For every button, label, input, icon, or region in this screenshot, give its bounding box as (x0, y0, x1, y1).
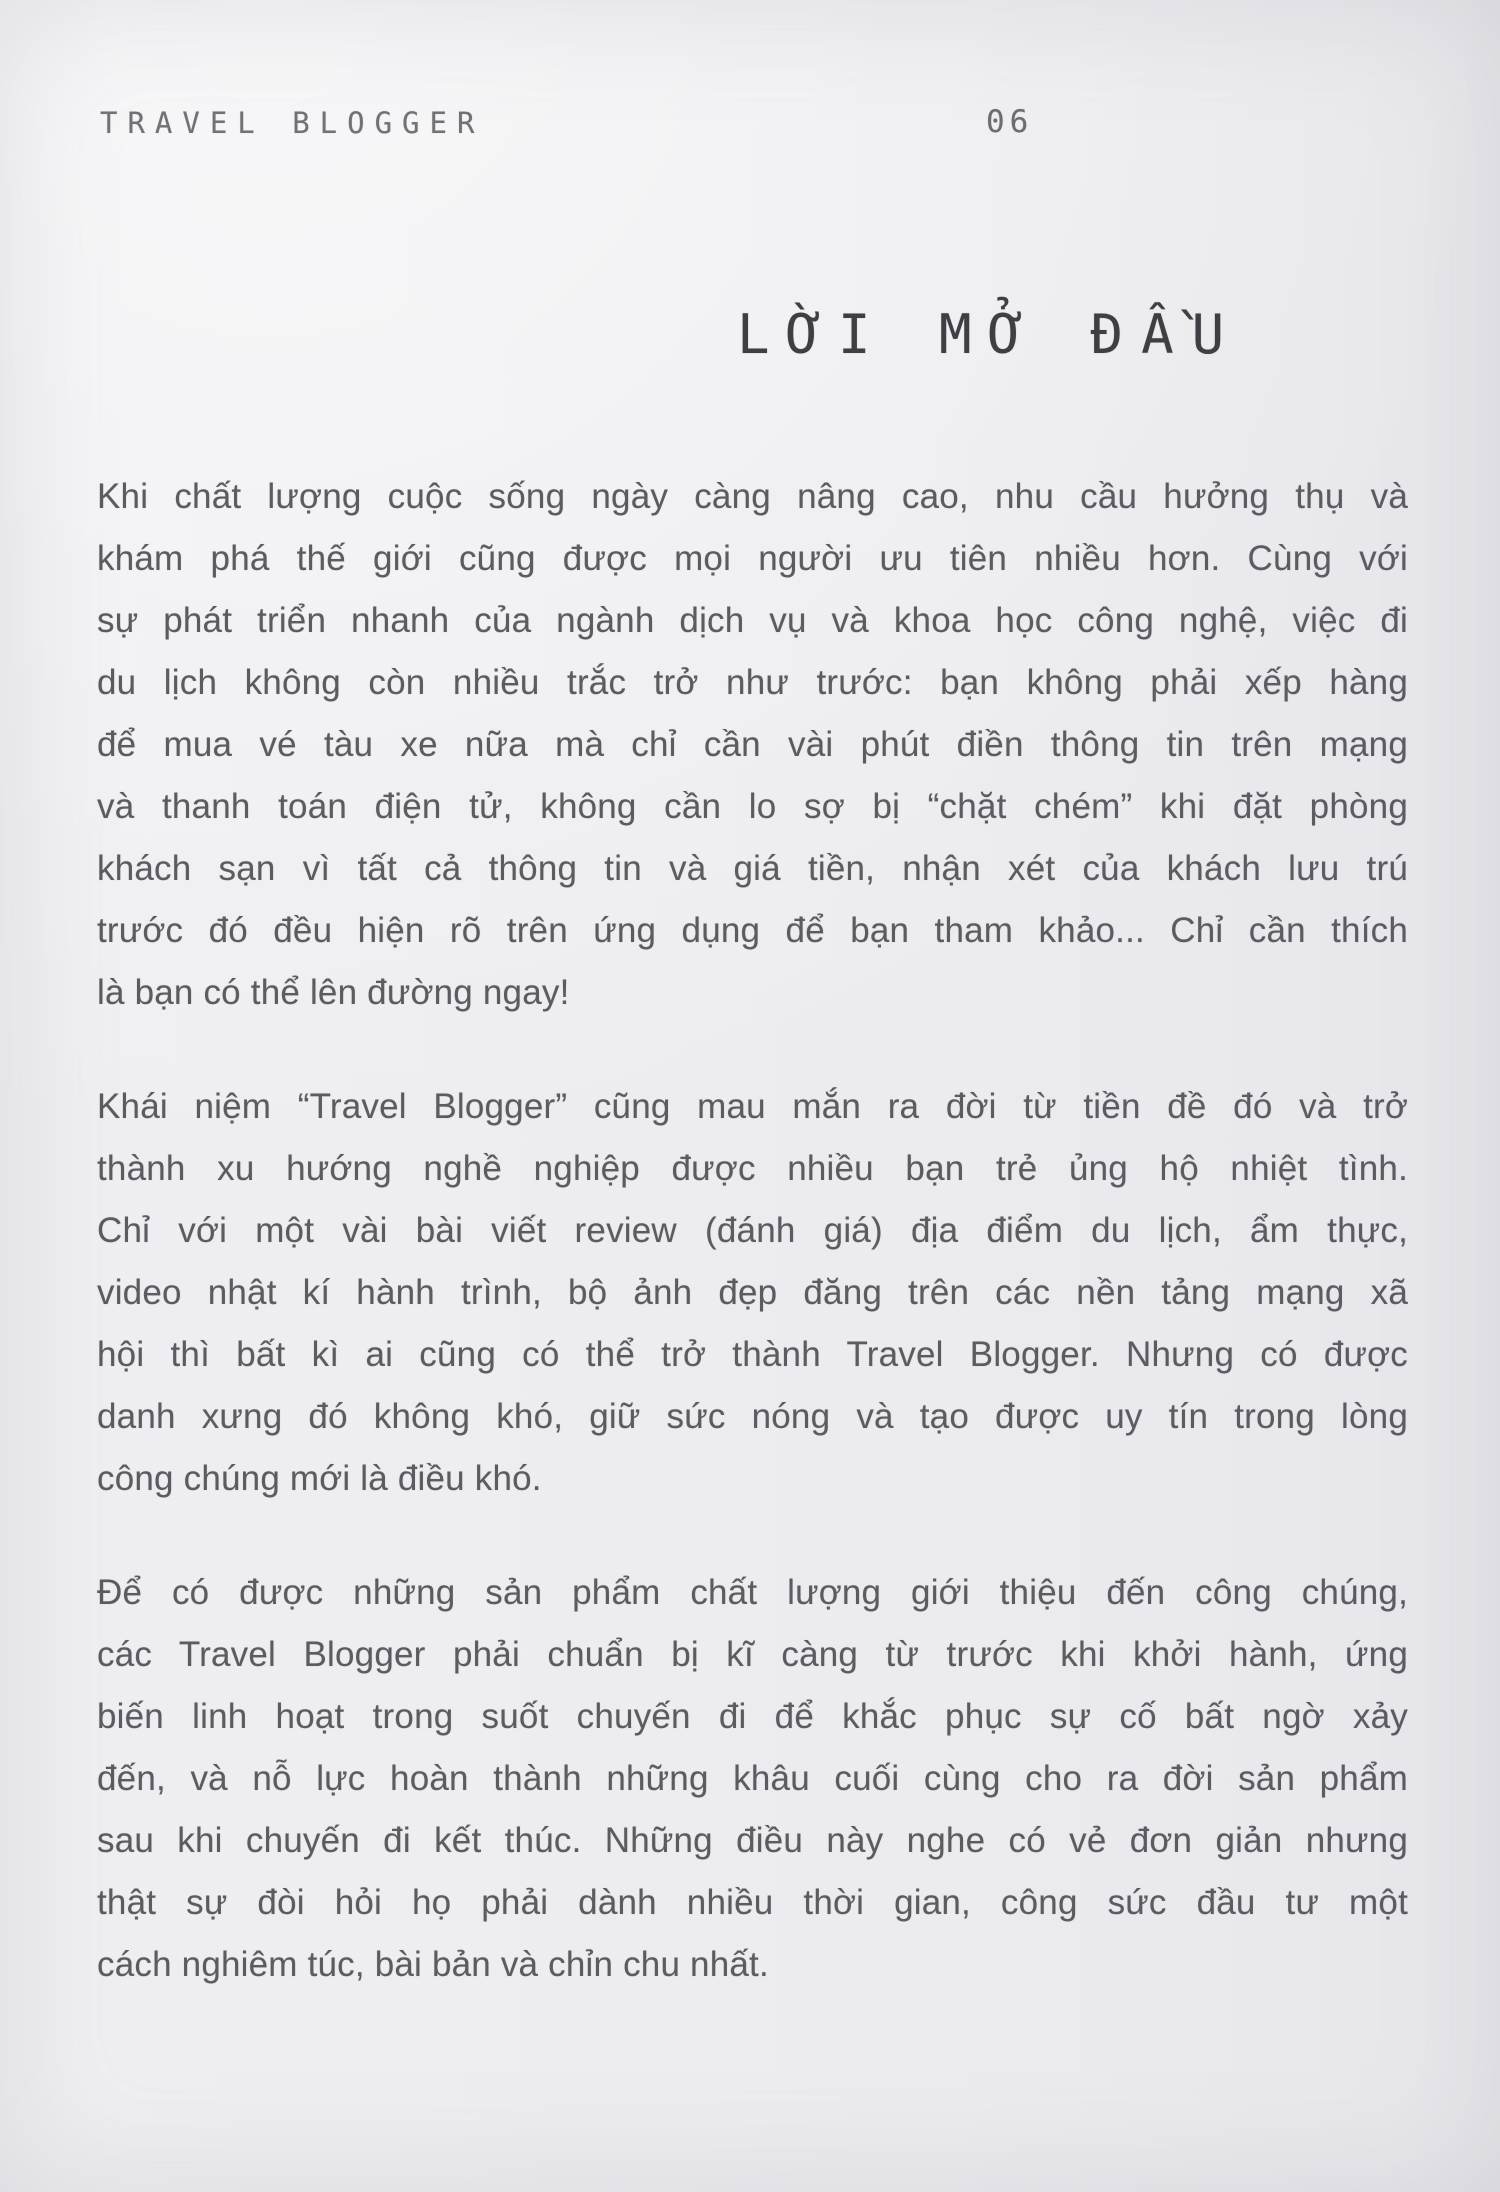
paragraph-line: video nhật kí hành trình, bộ ảnh đẹp đăng trên các nền tảng mạng xã (97, 1273, 1408, 1312)
paragraph-line: sau khi chuyến đi kết thúc. Những điều này nghe có vẻ đơn giản nhưng (97, 1821, 1408, 1860)
paragraph-line: sự phát triển nhanh của ngành dịch vụ và khoa học công nghệ, việc đi (97, 601, 1408, 640)
paragraph-line: để mua vé tàu xe nữa mà chỉ cần vài phút điền thông tin trên mạng (97, 725, 1408, 764)
paragraph-line: thành xu hướng nghề nghiệp được nhiều bạn trẻ ủng hộ nhiệt tình. (97, 1149, 1408, 1188)
paragraph-line: khám phá thế giới cũng được mọi người ưu tiên nhiều hơn. Cùng với (97, 539, 1408, 578)
paragraph-line: danh xưng đó không khó, giữ sức nóng và tạo được uy tín trong lòng (97, 1397, 1408, 1436)
page-number: 06 (986, 104, 1034, 140)
paragraph-line: Khi chất lượng cuộc sống ngày càng nâng cao, nhu cầu hưởng thụ và (97, 477, 1408, 516)
paragraph-line: đến, và nỗ lực hoàn thành những khâu cuối cùng cho ra đời sản phẩm (97, 1759, 1408, 1798)
paragraph (97, 1562, 1408, 1996)
paragraph-line: biến linh hoạt trong suốt chuyến đi để khắc phục sự cố bất ngờ xảy (97, 1697, 1408, 1736)
paragraph-line: Khái niệm “Travel Blogger” cũng mau mắn ra đời từ tiền đề đó và trở (97, 1087, 1408, 1126)
paragraph-line: cách nghiêm túc, bài bản và chỉn chu nhất. (97, 1945, 769, 1984)
running-title: TRAVEL BLOGGER (100, 106, 485, 140)
paragraph-line: các Travel Blogger phải chuẩn bị kĩ càng từ trước khi khởi hành, ứng (97, 1635, 1408, 1674)
paragraph-line: Chỉ với một vài bài viết review (đánh giá) địa điểm du lịch, ẩm thực, (97, 1211, 1408, 1250)
paragraph-line: hội thì bất kì ai cũng có thể trở thành Travel Blogger. Nhưng có được (97, 1335, 1408, 1374)
paragraph-line: du lịch không còn nhiều trắc trở như trước: bạn không phải xếp hàng (97, 663, 1408, 702)
paragraph-line: Để có được những sản phẩm chất lượng giới thiệu đến công chúng, (97, 1573, 1408, 1612)
paragraph-line: là bạn có thể lên đường ngay! (97, 973, 570, 1012)
paragraph-line: khách sạn vì tất cả thông tin và giá tiền, nhận xét của khách lưu trú (97, 849, 1408, 888)
paragraph (97, 1076, 1408, 1510)
body-text (97, 466, 1408, 2048)
paragraph-line: trước đó đều hiện rõ trên ứng dụng để bạn tham khảo... Chỉ cần thích (97, 911, 1408, 950)
paragraph (97, 466, 1408, 1024)
paragraph-line: công chúng mới là điều khó. (97, 1459, 542, 1498)
paragraph-line: và thanh toán điện tử, không cần lo sợ bị “chặt chém” khi đặt phòng (97, 787, 1408, 826)
paragraph-line: thật sự đòi hỏi họ phải dành nhiều thời gian, công sức đầu tư một (97, 1883, 1408, 1922)
chapter-title: LỜI MỞ ĐẦU (737, 303, 1243, 366)
